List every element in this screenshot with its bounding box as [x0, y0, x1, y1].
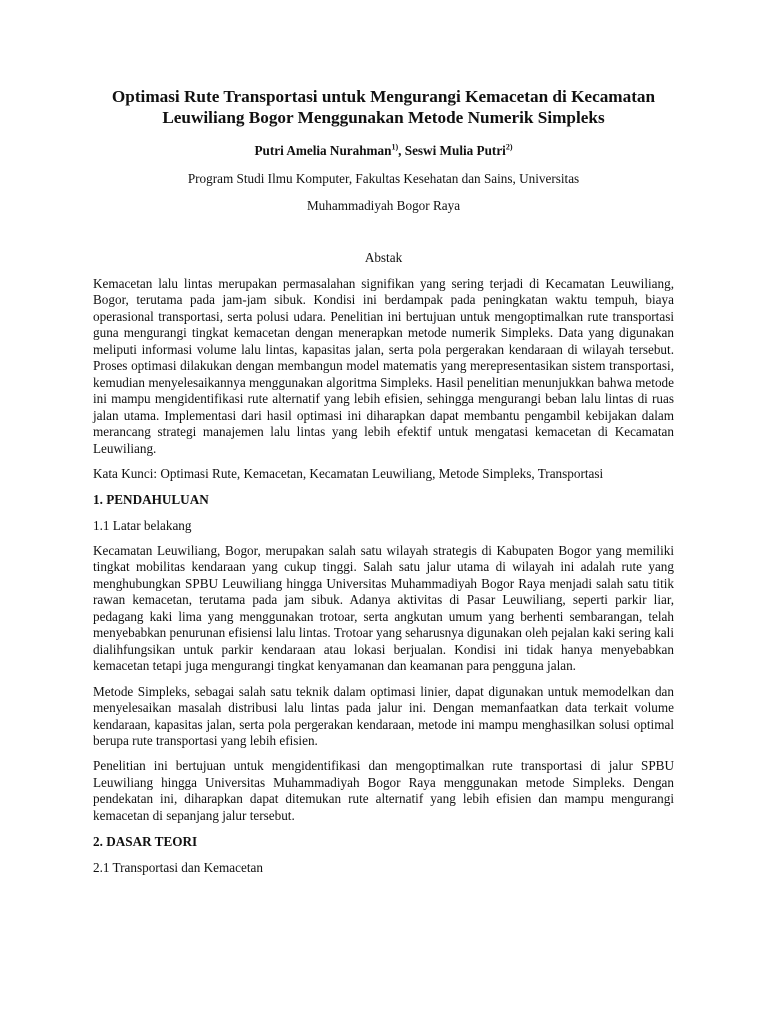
keywords: Kata Kunci: Optimasi Rute, Kemacetan, Kecamatan Leuwiliang, Metode Simpleks, Transportasi	[93, 465, 604, 481]
section-1-1-heading: 1.1 Latar belakang	[93, 517, 192, 533]
author-2-affiliation-mark: 2)	[505, 142, 513, 152]
title-line-1: Optimasi Rute Transportasi untuk Mengurangi Kemacetan di Kecamatan	[111, 87, 656, 106]
abstract-text: Kemacetan lalu lintas merupakan permasalahan signifikan yang sering terjadi di Kecamatan Leuwiliang, Bogor, terutama pada jam-jam sibuk. Kondisi ini berdampak pada peningkatan waktu tempuh, biaya operasional transportasi, serta polusi udara. Penelitian ini bertujuan untuk mengoptimalkan rute transportasi guna mengurangi tingkat kemacetan dengan menerapkan metode numerik Simpleks. Data yang digunakan meliputi informasi volume lalu lintas, kapasitas jalan, serta pola pergerakan kendaraan di wilayah tersebut. Proses optimasi dilakukan dengan membangun model matematis yang merepresentasikan sistem transportasi, kemudian menyelesaikannya menggunakan algoritma Simpleks. Hasil penelitian menunjukkan bahwa metode ini mampu mengidentifikasi rute alternatif yang lebih efisien, sehingga mengurangi beban lalu lintas di ruas jalan utama. Implementasi dari hasil optimasi ini diharapkan dapat membantu pengambil kebijakan dalam merancang strategi manajemen lalu lintas yang lebih efektif untuk mengatasi kemacetan di Kecamatan Leuwiliang.	[93, 276, 674, 456]
author-2-name: Seswi Mulia Putri	[404, 143, 506, 158]
author-list	[93, 143, 674, 159]
section-1-paragraph-2: Metode Simpleks, sebagai salah satu teknik dalam optimasi linier, dapat digunakan untuk memodelkan dan menyelesaikan masalah distribusi lalu lintas pada jalur ini. Dengan memanfaatkan data terkait volume kendaraan, kapasitas jalan, serta pola pergerakan kendaraan, metode ini mampu menghasilkan solusi optimal berupa rute transportasi yang lebih efisien.	[93, 683, 674, 748]
author-1-name: Putri Amelia Nurahman	[254, 143, 392, 158]
author-separator: ,	[398, 143, 405, 158]
section-1-paragraph-1: Kecamatan Leuwiliang, Bogor, merupakan salah satu wilayah strategis di Kabupaten Bogor yang memiliki tingkat mobilitas kendaraan yang cukup tinggi. Salah satu jalur utama di wilayah ini adalah rute yang menghubungkan SPBU Leuwiliang hingga Universitas Muhammadiyah Bogor Raya menjadi salah satu titik rawan kemacetan, terutama pada jam sibuk. Adanya aktivitas di Pasar Leuwiliang, seperti parkir liar, pedagang kaki lima yang menggunakan trotoar, serta angkutan umum yang berhenti sembarangan, telah menyebabkan penurunan efisiensi lalu lintas. Trotoar yang seharusnya digunakan oleh pejalan kaki sering kali dialihfungsikan untuk parkir kendaraan atau lokasi berjualan. Kondisi ini tidak hanya menyebabkan kemacetan tetapi juga mengurangi tingkat kenyamanan dan keamanan para pengguna jalan.	[93, 542, 674, 674]
section-2-heading: 2. DASAR TEORI	[93, 834, 198, 850]
section-2-1-heading: 2.1 Transportasi dan Kemacetan	[93, 860, 263, 876]
paper-title	[93, 86, 674, 128]
affiliation-line-2: Muhammadiyah Bogor Raya	[306, 198, 461, 213]
affiliation-line-1: Program Studi Ilmu Komputer, Fakultas Kesehatan dan Sains, Universitas	[187, 171, 580, 186]
title-line-2: Leuwiliang Bogor Menggunakan Metode Numerik Simpleks	[162, 108, 605, 127]
author-1-affiliation-mark: 1)	[391, 142, 399, 152]
section-1-heading: 1. PENDAHULUAN	[93, 491, 209, 507]
abstract-heading: Abstak	[364, 250, 403, 265]
section-1-paragraph-3: Penelitian ini bertujuan untuk mengidentifikasi dan mengoptimalkan rute transportasi di jalur SPBU Leuwiliang hingga Universitas Muhammadiyah Bogor Raya menggunakan metode Simpleks. Dengan pendekatan ini, diharapkan dapat ditemukan rute alternatif yang lebih efisien dan mampu mengurangi kemacetan di sepanjang jalur tersebut.	[93, 758, 674, 823]
